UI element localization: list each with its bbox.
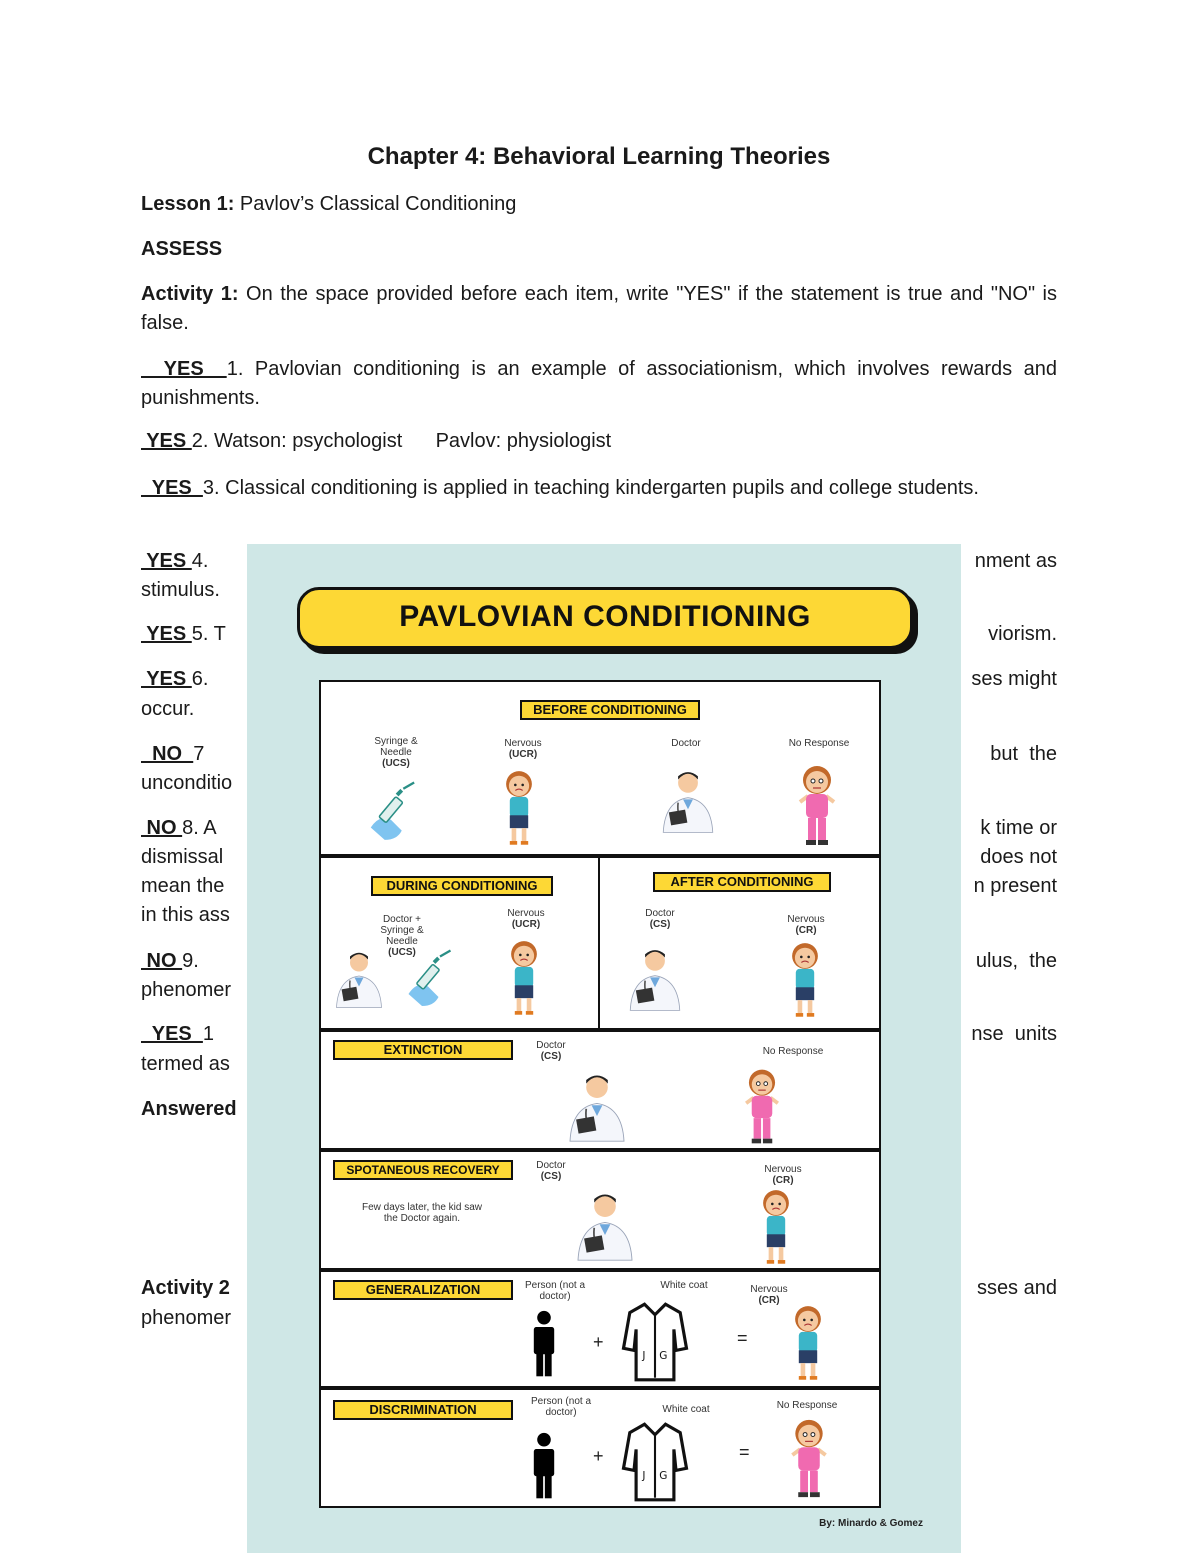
item-4-left: 4. [191,550,209,572]
syringe-image [401,944,461,1014]
item-10-cont: termed as [141,1053,230,1075]
tag-spontaneous-recovery: SPOTANEOUS RECOVERY [333,1160,513,1180]
panel-before-conditioning [319,680,881,856]
infographic-credit: By: Minardo & Gomez [819,1518,923,1529]
item-3 [141,474,1057,503]
banner-title: PAVLOVIAN CONDITIONING [399,600,811,633]
item-4-right: nment as [974,550,1057,572]
person-silhouette-image [527,1430,561,1502]
label-nervous-cr [753,1164,813,1186]
item-7-answer: NO [141,743,194,765]
label-text: Doctor [645,908,675,919]
item-9-cont: phenomer [141,979,232,1001]
label-nervous-ucr [496,908,556,930]
label-nervous-cr [776,914,836,936]
label-doctor: Doctor [671,738,701,749]
item-10-right: nse units [971,1023,1057,1045]
lesson-label: Lesson 1: [141,193,235,215]
answered-label: Answered [141,1098,237,1120]
label-abbr: (UCR) [508,749,538,760]
girl-no-response-image [783,1414,835,1502]
label-doctor-cs [521,1040,581,1062]
label-no-response: No Response [762,1046,824,1057]
item-7-cont: unconditio [141,772,233,794]
girl-nervous-image [501,934,547,1020]
tag-extinction: EXTINCTION [333,1040,513,1060]
item-6-left: 6. [191,668,209,690]
item-8-answer: NO [141,817,183,839]
assess-heading: ASSESS [141,238,223,260]
equals-sign: = [739,1442,750,1462]
label-text: Doctor [536,1160,566,1171]
label-abbr: (UCR) [511,919,541,930]
label-nervous-ucr [493,738,553,760]
item-2 [141,430,1057,453]
item-10-left: 1 [202,1023,215,1045]
item-7-right: but the [990,743,1057,765]
item-9-right: ulus, the [975,950,1057,972]
label-abbr: (CR) [758,1295,780,1306]
label-person-not-doctor: Person (not a doctor) [524,1280,586,1302]
item-7-left: 7 [193,743,205,765]
label-doctor-cs [630,908,690,930]
label-text: Nervous [750,1284,788,1295]
girl-no-response-image [791,760,843,850]
tag-generalization: GENERALIZATION [333,1280,513,1300]
tag-after-conditioning: AFTER CONDITIONING [653,872,831,892]
syringe-image [363,778,425,846]
label-abbr: (CR) [772,1175,794,1186]
item-4-answer: YES [141,550,192,572]
label-text: Syringe & Needle [374,736,418,758]
item-6-answer: YES [141,668,192,690]
label-text: Nervous [764,1164,802,1175]
label-syringe-ucs [361,736,431,769]
item-4 [141,550,208,573]
page-title: Chapter 4: Behavioral Learning Theories [367,143,831,170]
activity1-instructions [141,280,1057,338]
white-coat-image [621,1300,689,1384]
label-text: Doctor [536,1040,566,1051]
label-abbr: (CR) [795,925,817,936]
item-1 [141,355,1057,413]
item-9-answer: NO [141,950,183,972]
plus-sign: + [593,1332,604,1352]
label-doctor-cs [521,1160,581,1182]
item-3-text: 3. Classical conditioning is applied in teaching kindergarten pupils and college students. [202,477,979,499]
item-8-left: 8. A [182,817,217,839]
label-abbr: (UCS) [388,947,416,958]
activity1-label: Activity 1: [141,283,239,305]
equals-sign: = [737,1328,748,1348]
label-white-coat: White coat [662,1404,710,1415]
lesson-text: Pavlov’s Classical Conditioning [234,193,517,215]
item-7 [141,743,204,766]
white-coat-image [621,1420,689,1504]
item-3-answer: YES [141,477,203,499]
item-4-cont: stimulus. [141,579,220,601]
lesson-line [141,193,1057,216]
panel-during-conditioning [319,856,600,1030]
item-5-left: 5. T [191,623,226,645]
label-person-not-doctor: Person (not a doctor) [530,1396,592,1418]
item-8-right: k time or [980,817,1057,839]
item-6-cont: occur. [141,698,195,720]
label-abbr: (UCS) [382,758,410,769]
item-6-right: ses might [971,668,1057,690]
label-text: Nervous [787,914,825,925]
tag-discrimination: DISCRIMINATION [333,1400,513,1420]
panel-after-conditioning [598,856,881,1030]
doctor-image [561,1068,633,1146]
item-1-answer: YES [141,358,227,380]
label-white-coat: White coat [660,1280,708,1291]
infographic-banner [297,587,913,649]
activity1-text: On the space provided before each item, write "YES" if the statement is true and "NO" is false. [141,283,1057,334]
panel-discrimination [319,1388,881,1508]
panel-extinction [319,1030,881,1150]
label-text: Nervous [507,908,545,919]
item-8 [141,817,217,840]
doctor-image [329,944,389,1014]
girl-nervous-image [782,936,828,1022]
item-10 [141,1023,214,1046]
item-2-text: 2. Watson: psychologist Pavlov: physiologist [191,430,612,452]
item-8-l3: mean the [141,875,225,897]
item-8-r2: does not [980,846,1057,868]
doctor-image [569,1186,641,1266]
activity2-label: Activity 2 [141,1277,230,1299]
panel-spontaneous-recovery [319,1150,881,1270]
person-silhouette-image [527,1308,561,1380]
item-5-right: viorism. [988,623,1057,645]
item-9-left: 9. [182,950,199,972]
item-5 [141,623,226,646]
doctor-image [622,942,688,1016]
tag-during-conditioning: DURING CONDITIONING [371,876,553,896]
label-text: Nervous [504,738,542,749]
girl-nervous-image [785,1300,831,1384]
pavlovian-infographic [247,544,961,1553]
item-8-r3: n present [973,875,1057,897]
recovery-note: Few days later, the kid saw the Doctor again. [361,1202,483,1224]
item-5-answer: YES [141,623,192,645]
label-abbr: (CS) [649,919,671,930]
item-2-answer: YES [141,430,192,452]
item-8-l2: dismissal [141,846,224,868]
label-text: Doctor + Syringe & Needle [380,914,424,947]
tag-before-conditioning: BEFORE CONDITIONING [520,700,700,720]
item-6 [141,668,208,691]
activity2-right: sses and [976,1277,1057,1299]
label-no-response: No Response [776,1400,838,1411]
girl-no-response-image [737,1064,787,1148]
label-no-response: No Response [788,738,850,749]
item-1-text: 1. Pavlovian conditioning is an example of associationism, which involves rewards and punishments. [141,358,1058,409]
item-9 [141,950,199,973]
girl-nervous-image [753,1184,799,1268]
activity2-cont: phenomer [141,1307,232,1329]
doctor-image [655,764,721,838]
item-8-l4: in this ass [141,904,230,926]
label-abbr: (CS) [540,1171,562,1182]
girl-nervous-image [496,764,542,850]
panel-generalization [319,1270,881,1388]
label-abbr: (CS) [540,1051,562,1062]
item-10-answer: YES [141,1023,203,1045]
plus-sign: + [593,1446,604,1466]
